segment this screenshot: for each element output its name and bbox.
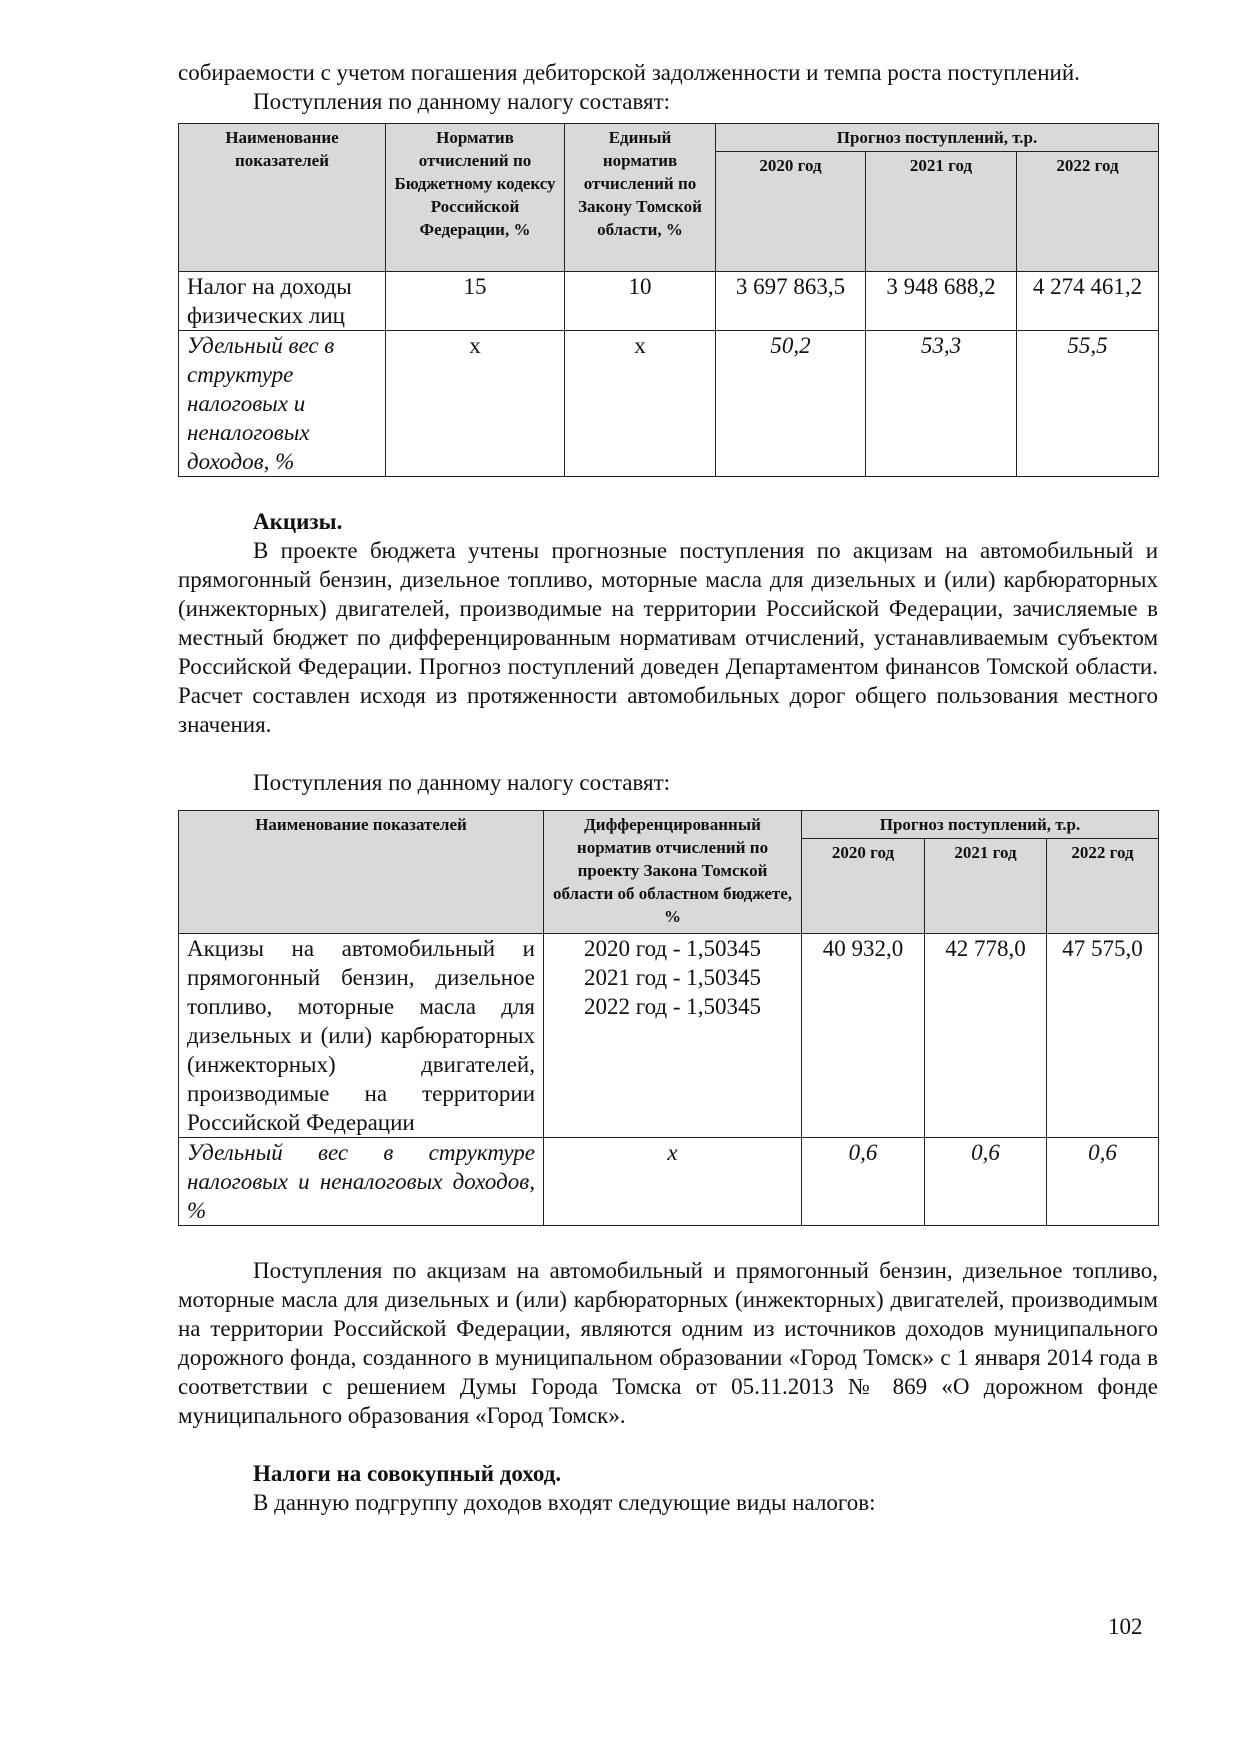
road-fund-paragraph: Поступления по акцизам на автомобильный и прямогонный бензин, дизельное топливо, моторные масла для дизельных и (или) карбюраторных (инжекторных) двигателей, производимым на территории Российской Федерации, являются одним из источников доходов муниципального дорожного фонда, созданного в муниципальном образовании «Город Томск» с 1 января 2014 года в соответствии с решением Думы Города Томска от 05.11.2013 № 869 «О дорожном фонде муниципального образования «Город Томск».: [178, 1258, 1158, 1428]
table-cell: 0,6: [1047, 1138, 1159, 1226]
aggregate-income-heading: Налоги на совокупный доход.: [253, 1461, 562, 1486]
column-header: 2022 год: [1047, 839, 1159, 934]
norm-line: 2021 год - 1,50345: [583, 965, 762, 990]
table-cell: x: [544, 1138, 802, 1226]
table-cell: 3 948 688,2: [866, 272, 1017, 331]
norm-line: 2020 год - 1,50345: [583, 936, 762, 961]
column-header: Дифференцированный норматив отчислений по проекту Закона Томской области об областном бюджете, %: [544, 811, 802, 934]
intro-lead: Поступления по данному налогу составят:: [253, 89, 671, 114]
column-header: 2020 год: [802, 839, 925, 934]
table-cell: 55,5: [1017, 331, 1159, 477]
table-cell: Удельный вес в структуре налоговых и неналоговых доходов, %: [179, 331, 386, 477]
table-cell: 50,2: [716, 331, 866, 477]
table-cell: 47 575,0: [1047, 934, 1159, 1138]
table-cell: x: [386, 331, 565, 477]
column-header: Наименование показателей: [179, 124, 386, 272]
table-header-row: [179, 811, 1159, 839]
column-header: Норматив отчислений по Бюджетному кодексу Российской Федерации, %: [386, 124, 565, 272]
excise-table: [178, 810, 1159, 1226]
column-header: 2021 год: [925, 839, 1047, 934]
excise-lead: Поступления по данному налогу составят:: [253, 770, 671, 795]
personal-income-tax-table: [178, 123, 1159, 477]
table-cell: x: [565, 331, 716, 477]
table-row: [179, 272, 1159, 331]
table-cell: 4 274 461,2: [1017, 272, 1159, 331]
page-number: 102: [1108, 1614, 1143, 1639]
excise-paragraph: В проекте бюджета учтены прогнозные поступления по акцизам на автомобильный и прямогонный бензин, дизельное топливо, моторные масла для дизельных и (или) карбюраторных (инжекторных) двигателей, производимые на территории Российской Федерации, зачисляемые в местный бюджет по дифференцированным нормативам отчислений, устанавливаемым субъектом Российской Федерации. Прогноз поступлений доведен Департаментом финансов Томской области. Расчет составлен исходя из протяженности автомобильных дорог общего пользования местного значения.: [178, 538, 1158, 737]
column-header: Единый норматив отчислений по Закону Томской области, %: [565, 124, 716, 272]
norm-line: 2022 год - 1,50345: [583, 994, 762, 1019]
table-cell: 15: [386, 272, 565, 331]
table-header-row: [179, 124, 1159, 152]
table-cell: 42 778,0: [925, 934, 1047, 1138]
column-header: Наименование показателей: [179, 811, 544, 934]
aggregate-income-lead: В данную подгруппу доходов входят следующие виды налогов:: [253, 1490, 876, 1515]
table-cell: 0,6: [925, 1138, 1047, 1226]
table-cell: 53,3: [866, 331, 1017, 477]
table-cell: 10: [565, 272, 716, 331]
table-cell: 3 697 863,5: [716, 272, 866, 331]
column-header: Прогноз поступлений, т.р.: [802, 811, 1159, 839]
table-cell: 40 932,0: [802, 934, 925, 1138]
table-cell: Налог на доходы физических лиц: [179, 272, 386, 331]
table-row: [179, 1138, 1159, 1226]
column-header: 2020 год: [716, 152, 866, 272]
table-cell: [544, 934, 802, 1138]
intro-continuation: собираемости с учетом погашения дебиторской задолженности и темпа роста поступлений.: [178, 60, 1080, 85]
excise-heading: Акцизы.: [253, 509, 343, 534]
table-row: [179, 934, 1159, 1138]
document-page: [178, 58, 1158, 1517]
column-header: 2021 год: [866, 152, 1017, 272]
table-cell: 0,6: [802, 1138, 925, 1226]
table-cell: Удельный вес в структуре налоговых и неналоговых доходов, %: [179, 1138, 544, 1226]
column-header: Прогноз поступлений, т.р.: [716, 124, 1159, 152]
table-cell: Акцизы на автомобильный и прямогонный бензин, дизельное топливо, моторные масла для дизельных и (или) карбюраторных (инжекторных) двигателей, производимые на территории Российской Федерации: [179, 934, 544, 1138]
column-header: 2022 год: [1017, 152, 1159, 272]
table-row: [179, 331, 1159, 477]
